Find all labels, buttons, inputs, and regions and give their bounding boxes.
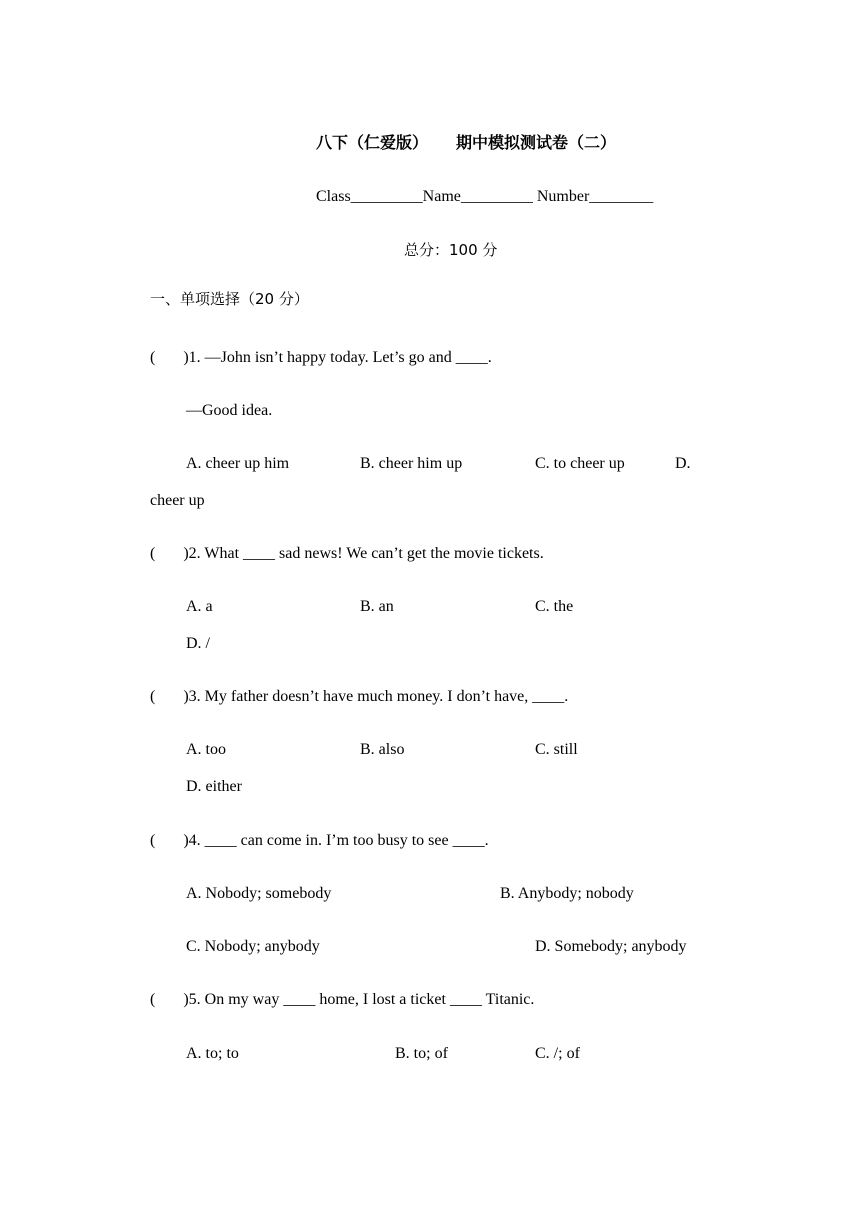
question-1-reply: —Good idea. <box>186 402 273 419</box>
question-1-option-b: B. cheer him up <box>360 455 463 472</box>
section-heading: 一、单项选择（20 分） <box>150 290 309 308</box>
question-2-option-b: B. an <box>360 598 394 615</box>
question-1-option-d: D. <box>675 455 691 472</box>
question-2-option-c: C. the <box>535 598 574 615</box>
question-3-option-c: C. still <box>535 741 578 758</box>
total-score: 总分：100 分 <box>404 241 498 259</box>
question-4-stem: ( )4. ____ can come in. I’m too busy to see ____. <box>150 832 489 849</box>
exam-title-part1: 八下（仁爱版） <box>316 133 429 152</box>
question-3-stem: ( )3. My father doesn’t have much money. I don’t have, ____. <box>150 688 569 705</box>
question-5-option-b: B. to; of <box>395 1045 448 1062</box>
question-5-stem: ( )5. On my way ____ home, I lost a ticket ____ Titanic. <box>150 991 535 1008</box>
question-4-option-d: D. Somebody; anybody <box>535 938 687 955</box>
question-1-stem: ( )1. —John isn’t happy today. Let’s go and ____. <box>150 349 492 366</box>
question-1-option-d-text: cheer up <box>150 492 205 509</box>
question-5-option-a: A. to; to <box>186 1045 239 1062</box>
question-2-option-d: D. / <box>186 635 210 652</box>
question-3-option-b: B. also <box>360 741 405 758</box>
question-2-option-a: A. a <box>186 598 213 615</box>
question-1-option-a: A. cheer up him <box>186 455 290 472</box>
student-info-line: Class_________Name_________ Number________ <box>316 188 654 205</box>
exam-title-part2: 期中模拟测试卷（二） <box>456 133 617 152</box>
question-3-option-a: A. too <box>186 741 226 758</box>
question-4-option-b: B. Anybody; nobody <box>500 885 634 902</box>
question-3-option-d: D. either <box>186 778 242 795</box>
question-4-option-a: A. Nobody; somebody <box>186 885 332 902</box>
question-4-option-c: C. Nobody; anybody <box>186 938 320 955</box>
question-2-stem: ( )2. What ____ sad news! We can’t get the movie tickets. <box>150 545 544 562</box>
question-1-option-c: C. to cheer up <box>535 455 625 472</box>
question-5-option-c: C. /; of <box>535 1045 580 1062</box>
